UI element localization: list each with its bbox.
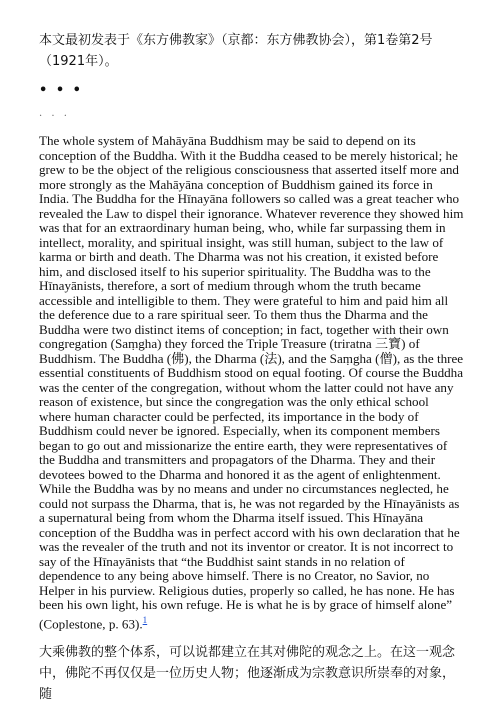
section-separator-light: . . .	[39, 108, 70, 119]
document-page	[39, 30, 464, 705]
english-paragraph-text: The whole system of Mahāyāna Buddhism may be said to depend on its conception of the Buddha. With it the Buddha ceased to be merely historical; he grew to be the object of the religious consciousness that asserted itself more and more strongly as the Mahāyāna conception of Buddhism gained its force in India. The Buddha for the Hīnayāna followers so called was a great teacher who revealed the Law to dispel their ignorance. Whatever reverence they showed him was that for an extraordinary human being, who, while far surpassing them in intellect, morality, and spiritual insight, was still human, subject to the law of karma or birth and death. The Dharma was not his creation, it existed before him, and disclosed itself to his superior spirituality. The Buddha was to the Hīnayānists, therefore, a sort of medium through whom the truth became accessible and intelligible to them. They were grateful to him and paid him all the deference due to a rare spiritual seer. To them thus the Dharma and the Buddha were two distinct items of conception; in fact, together with their own congregation (Saṃgha) they forced the Triple Treasure (triratna 三寶) of Buddhism. The Buddha (佛), the Dharma (法), and the Saṃgha (僧), as the three essential constituents of Buddhism stood on equal footing. Of course the Buddha was the center of the congregation, without whom the latter could not have any reason of existence, but since the congregation was the only ethical school where human character could be perfected, its importance in the body of Buddhism could never be ignored. Especially, when its component members began to go out and missionarize the entire earth, they were representatives of the Buddha and transmitters and propagators of the Dharma. They and their devotees bowed to the Dharma and honored it as the agent of enlightenment. While the Buddha was by no means and under no circumstances neglected, he could not surpass the Dharma, that is, he was not regarded by the Hīnayānists as a supernatural being from whom the Dharma itself issued. This Hīnayāna conception of the Buddha was in perfect accord with his own declaration that he was the revealer of the truth and not its inventor or creator. It is not incorrect to say of the Hīnayānists that “the Buddhist saint stands in no relation of dependence to any being above himself. There is no Creator, no Savior, no Helper in his purview. Religious duties, properly so called, he has none. He has been his own light, his own refuge. He is what he is by grace of himself alone” (Coplestone, p. 63).	[39, 133, 464, 631]
footnote-link[interactable]: 1	[142, 614, 148, 625]
publication-note: 本文最初发表于《东方佛教家》（京都：东方佛教协会），第1卷第2号（1921年）。	[39, 33, 433, 69]
english-paragraph	[39, 134, 464, 631]
chinese-paragraph: 大乘佛教的整个体系，可以说都建立在其对佛陀的观念之上。在这一观念中，佛陀不再仅仅是一位历史人物；他逐渐成为宗教意识所崇奉的对象，随	[39, 645, 456, 703]
section-separator-bold: • • •	[39, 83, 83, 98]
